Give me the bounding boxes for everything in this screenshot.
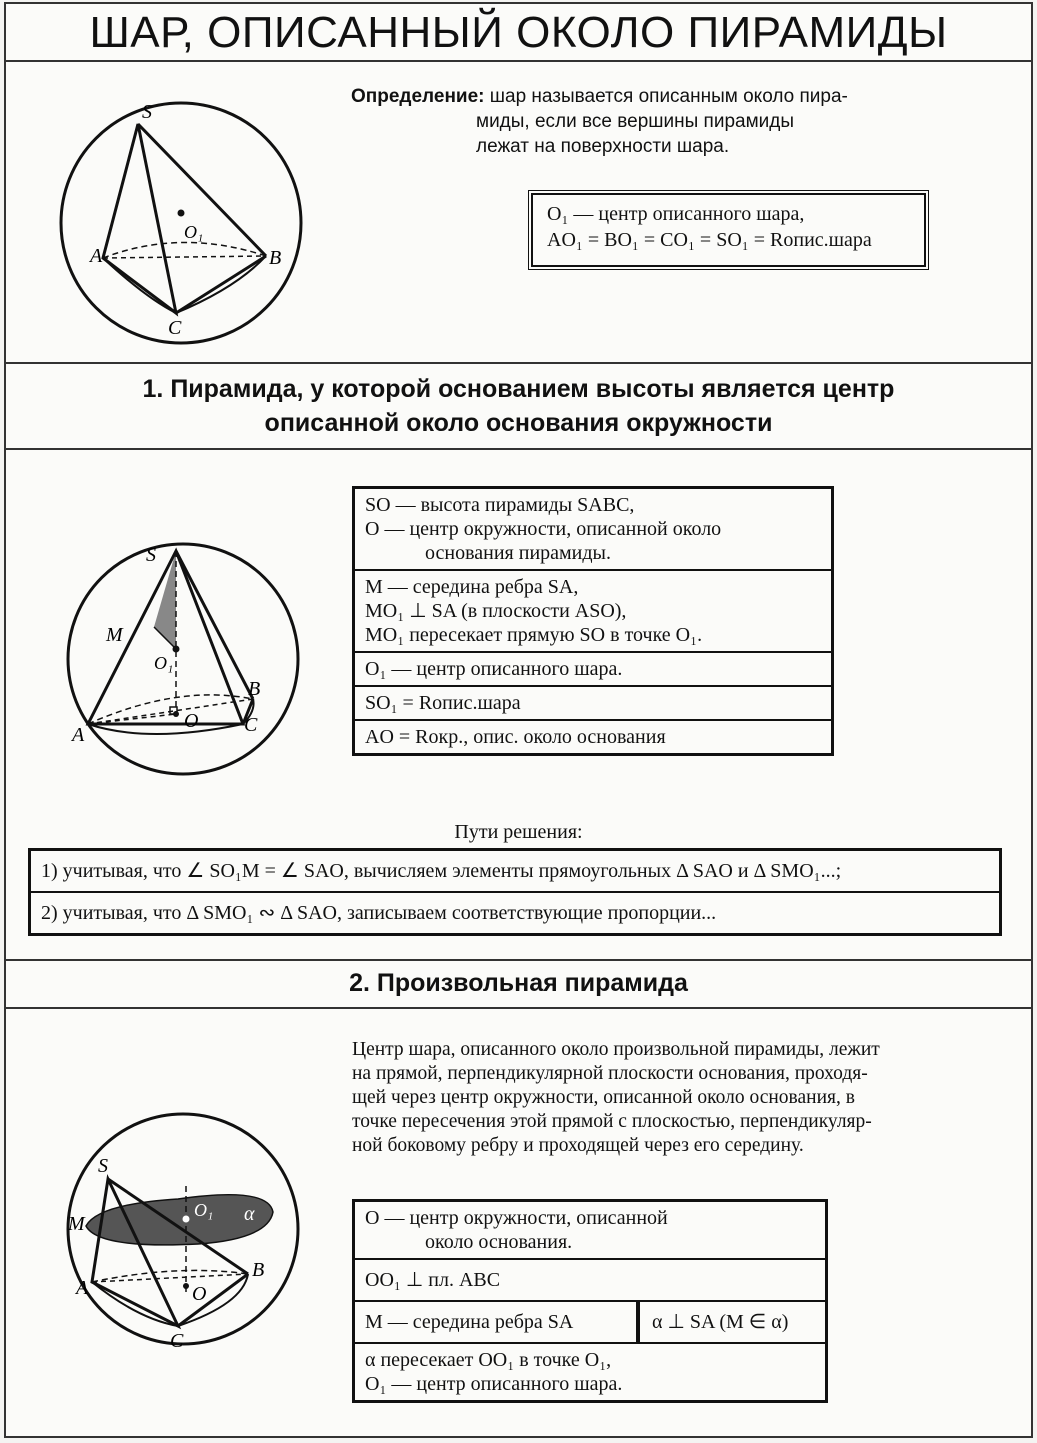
point-o xyxy=(173,711,179,717)
shaded-triangle-smo1 xyxy=(154,551,176,649)
label-s: S xyxy=(142,101,152,123)
s1-row-2a: M — середина ребра SA, xyxy=(365,576,579,598)
point-o1 xyxy=(173,646,180,653)
s1-row-1b: O — центр окружности, описанной около xyxy=(365,518,722,540)
s2-row-1 xyxy=(355,1202,825,1260)
page-title: ШАР, ОПИСАННЫЙ ОКОЛО ПИРАМИДЫ xyxy=(89,8,948,57)
base-circle-front xyxy=(92,1274,248,1326)
s1-row-5: AO = Rокр., опис. около основания xyxy=(365,726,666,748)
label-alpha: α xyxy=(244,1203,255,1225)
reference-sheet xyxy=(4,2,1033,1438)
s2-text-line-4: точке пересечения этой прямой с плоскостью, перпендикуляр- xyxy=(352,1111,872,1132)
base-circle-front xyxy=(88,699,254,734)
sphere-outline xyxy=(61,103,301,343)
s2-row-2: OO₁ ⊥ пл. ABC xyxy=(355,1260,825,1302)
divider xyxy=(6,1007,1031,1009)
s2-text-line-2: на прямой, перпендикулярной плоскости основания, проходя- xyxy=(352,1063,868,1084)
s2-row-4b: O₁ — центр описанного шара. xyxy=(365,1373,623,1395)
sphere-outline xyxy=(68,544,298,774)
s1-row-3: O₁ — центр описанного шара. xyxy=(355,653,831,687)
definition-box xyxy=(531,193,926,267)
s2-row-1b: около основания. xyxy=(425,1231,573,1253)
s1-row-2 xyxy=(355,571,831,653)
s2-row-1a: O — центр окружности, описанной xyxy=(365,1207,668,1229)
point-o1 xyxy=(183,1216,190,1223)
divider xyxy=(6,448,1031,450)
s2-row-3b: α ⊥ SA (M ∈ α) xyxy=(652,1311,789,1333)
label-c: C xyxy=(170,1330,184,1352)
figure-sphere-pyramid-1 xyxy=(56,98,306,348)
section-2-box xyxy=(352,1199,828,1403)
s2-row-3a: M — середина ребра SA xyxy=(355,1302,640,1342)
s2-text-line-5: ной боковому ребру и проходящей через его середину. xyxy=(352,1135,804,1156)
figure-sphere-pyramid-2 xyxy=(58,539,308,789)
section-2-title: 2. Произвольная пирамида xyxy=(349,969,688,997)
s2-row-4a: α пересекает OO₁ в точке O₁, xyxy=(365,1349,612,1371)
definition-label: Определение: xyxy=(351,86,485,107)
edge-cb xyxy=(178,1274,248,1326)
section-1-title xyxy=(6,372,1031,440)
label-b: B xyxy=(269,247,282,269)
label-o1: O₁ xyxy=(184,222,204,242)
ways-box xyxy=(28,848,1002,936)
base-circle-front xyxy=(103,256,266,313)
label-a: A xyxy=(90,245,103,267)
label-a: A xyxy=(76,1277,89,1299)
way-1: 1) учитывая, что ∠ SO₁M = ∠ SAO, вычисляем элементы прямоугольных Δ SAO и Δ SMO₁...; xyxy=(31,851,999,893)
s2-text-line-1: Центр шара, описанного около произвольной пирамиды, лежит xyxy=(352,1039,880,1060)
definition-line-2: миды, если все вершины пирамиды xyxy=(476,111,794,132)
label-a: A xyxy=(72,724,85,746)
label-m: M xyxy=(68,1213,85,1235)
label-c: C xyxy=(168,317,182,339)
s1-row-1 xyxy=(355,489,831,571)
label-s: S xyxy=(98,1155,108,1177)
section-1-box xyxy=(352,486,834,756)
section-1-title-line-2: описанной около основания окружности xyxy=(264,409,773,437)
label-m: M xyxy=(106,624,123,646)
label-o: O xyxy=(192,1283,207,1305)
label-o1: O₁ xyxy=(154,653,174,673)
s1-row-4: SO₁ = Rопис.шара xyxy=(355,687,831,721)
s1-row-1c: основания пирамиды. xyxy=(425,542,611,564)
edge-sb xyxy=(176,551,253,699)
edge-ab xyxy=(103,256,266,258)
s1-row-2c: MO₁ пересекает прямую SO в точке O₁. xyxy=(365,624,703,646)
s1-row-2b: MO₁ ⊥ SA (в плоскости ASO), xyxy=(365,600,627,622)
section-1-title-line-1: 1. Пирамида, у которой основанием высоты является центр xyxy=(142,375,895,403)
way-2: 2) учитывая, что Δ SMO₁ ∾ Δ SAO, записываем соответствующие пропорции... xyxy=(41,902,717,924)
definition-line-3: лежат на поверхности шара. xyxy=(476,136,730,157)
definition-text xyxy=(351,84,996,159)
label-b: B xyxy=(252,1259,265,1281)
label-b: B xyxy=(248,678,261,700)
figure-sphere-pyramid-3 xyxy=(58,1104,308,1354)
s1-row-1a: SO — высота пирамиды SABC, xyxy=(365,494,635,516)
s2-text-line-3: щей через центр окружности, описанной около основания, в xyxy=(352,1087,855,1108)
label-c: C xyxy=(244,714,258,736)
label-s: S xyxy=(146,544,156,566)
definition-box-line-2: AO₁ = BO₁ = CO₁ = SO₁ = Rопис.шара xyxy=(547,229,872,251)
section-2-text xyxy=(352,1038,1002,1158)
base-circle-back xyxy=(92,1270,248,1282)
divider xyxy=(6,60,1031,62)
ways-title: Пути решения: xyxy=(454,821,583,843)
definition-box-line-1: O₁ — центр описанного шара, xyxy=(547,203,805,225)
divider xyxy=(6,362,1031,364)
center-o1 xyxy=(178,210,185,217)
label-o1: O₁ xyxy=(194,1200,214,1220)
s2-row-4 xyxy=(355,1344,825,1400)
s2-row-3 xyxy=(355,1302,825,1344)
label-o: O xyxy=(184,710,199,732)
definition-line-1: шар называется описанным около пира- xyxy=(489,86,848,107)
point-o xyxy=(183,1283,189,1289)
edge-cb xyxy=(176,256,266,313)
divider xyxy=(6,959,1031,961)
